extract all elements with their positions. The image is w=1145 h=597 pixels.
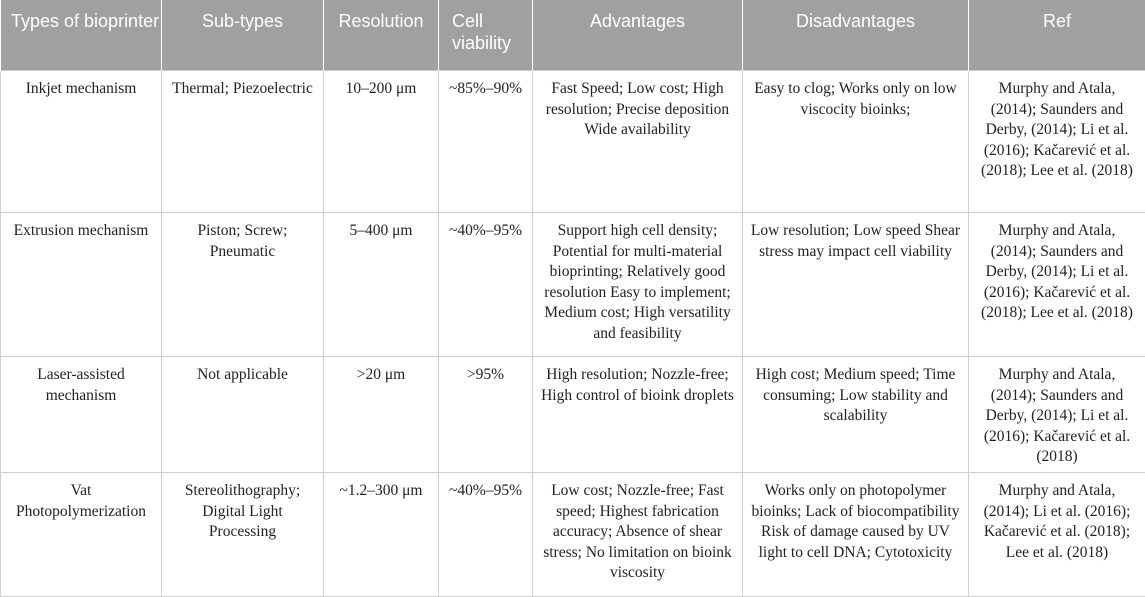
cell-disadvantages: Low resolution; Low speed Shear stress may impact cell viability <box>743 213 969 357</box>
cell-advantages: Fast Speed; Low cost; High resolution; Precise deposition Wide availability <box>533 71 743 213</box>
header-row <box>1 0 1145 71</box>
cell-disadvantages: Easy to clog; Works only on low viscocity bioinks; <box>743 71 969 213</box>
table-row <box>1 472 1145 596</box>
table-row <box>1 71 1145 213</box>
table-row <box>1 213 1145 357</box>
cell-advantages: High resolution; Nozzle-free; High control of bioink droplets <box>533 357 743 473</box>
cell-viability: >95% <box>439 357 533 473</box>
cell-subtypes: Not applicable <box>162 357 324 473</box>
cell-advantages: Low cost; Nozzle-free; Fast speed; Highest fabrication accuracy; Absence of shear stress; No limitation on bioink viscosity <box>533 472 743 596</box>
cell-ref: Murphy and Atala, (2014); Saunders and Derby, (2014); Li et al. (2016); Kačarević et al. (2018); Lee et al. (2018) <box>969 213 1145 357</box>
cell-viability: ~40%–95% <box>439 472 533 596</box>
cell-subtypes: Thermal; Piezoelectric <box>162 71 324 213</box>
cell-resolution: >20 μm <box>324 357 439 473</box>
cell-type: Inkjet mechanism <box>1 71 162 213</box>
cell-ref: Murphy and Atala, (2014); Saunders and Derby, (2014); Li et al. (2016); Kačarević et al. (2018) <box>969 357 1145 473</box>
cell-type: Vat Photopolymerization <box>1 472 162 596</box>
table-body <box>1 71 1145 597</box>
cell-ref: Murphy and Atala, (2014); Saunders and Derby, (2014); Li et al. (2016); Kačarević et al. (2018); Lee et al. (2018) <box>969 71 1145 213</box>
cell-resolution: 5–400 μm <box>324 213 439 357</box>
cell-advantages: Support high cell density; Potential for multi-material bioprinting; Relatively good resolution Easy to implement; Medium cost; High versatility and feasibility <box>533 213 743 357</box>
header-sub-types: Sub-types <box>162 0 324 71</box>
cell-resolution: ~1.2–300 μm <box>324 472 439 596</box>
cell-ref: Murphy and Atala, (2014); Li et al. (2016); Kačarević et al. (2018); Lee et al. (2018) <box>969 472 1145 596</box>
cell-subtypes: Stereolithography; Digital Light Processing <box>162 472 324 596</box>
cell-viability: ~85%–90% <box>439 71 533 213</box>
table-row <box>1 357 1145 473</box>
cell-resolution: 10–200 μm <box>324 71 439 213</box>
cell-type: Extrusion mechanism <box>1 213 162 357</box>
header-resolution: Resolution <box>324 0 439 71</box>
cell-disadvantages: Works only on photopolymer bioinks; Lack of biocompatibility Risk of damage caused by UV light to cell DNA; Cytotoxicity <box>743 472 969 596</box>
cell-subtypes: Piston; Screw; Pneumatic <box>162 213 324 357</box>
header-cell-viability: Cell viability <box>439 0 533 71</box>
header-types-of-bioprinter: Types of bioprinter <box>1 0 162 71</box>
header-advantages: Advantages <box>533 0 743 71</box>
header-disadvantages: Disadvantages <box>743 0 969 71</box>
cell-type: Laser-assisted mechanism <box>1 357 162 473</box>
header-ref: Ref <box>969 0 1145 71</box>
cell-disadvantages: High cost; Medium speed; Time consuming; Low stability and scalability <box>743 357 969 473</box>
table-header <box>1 0 1145 71</box>
cell-viability: ~40%–95% <box>439 213 533 357</box>
